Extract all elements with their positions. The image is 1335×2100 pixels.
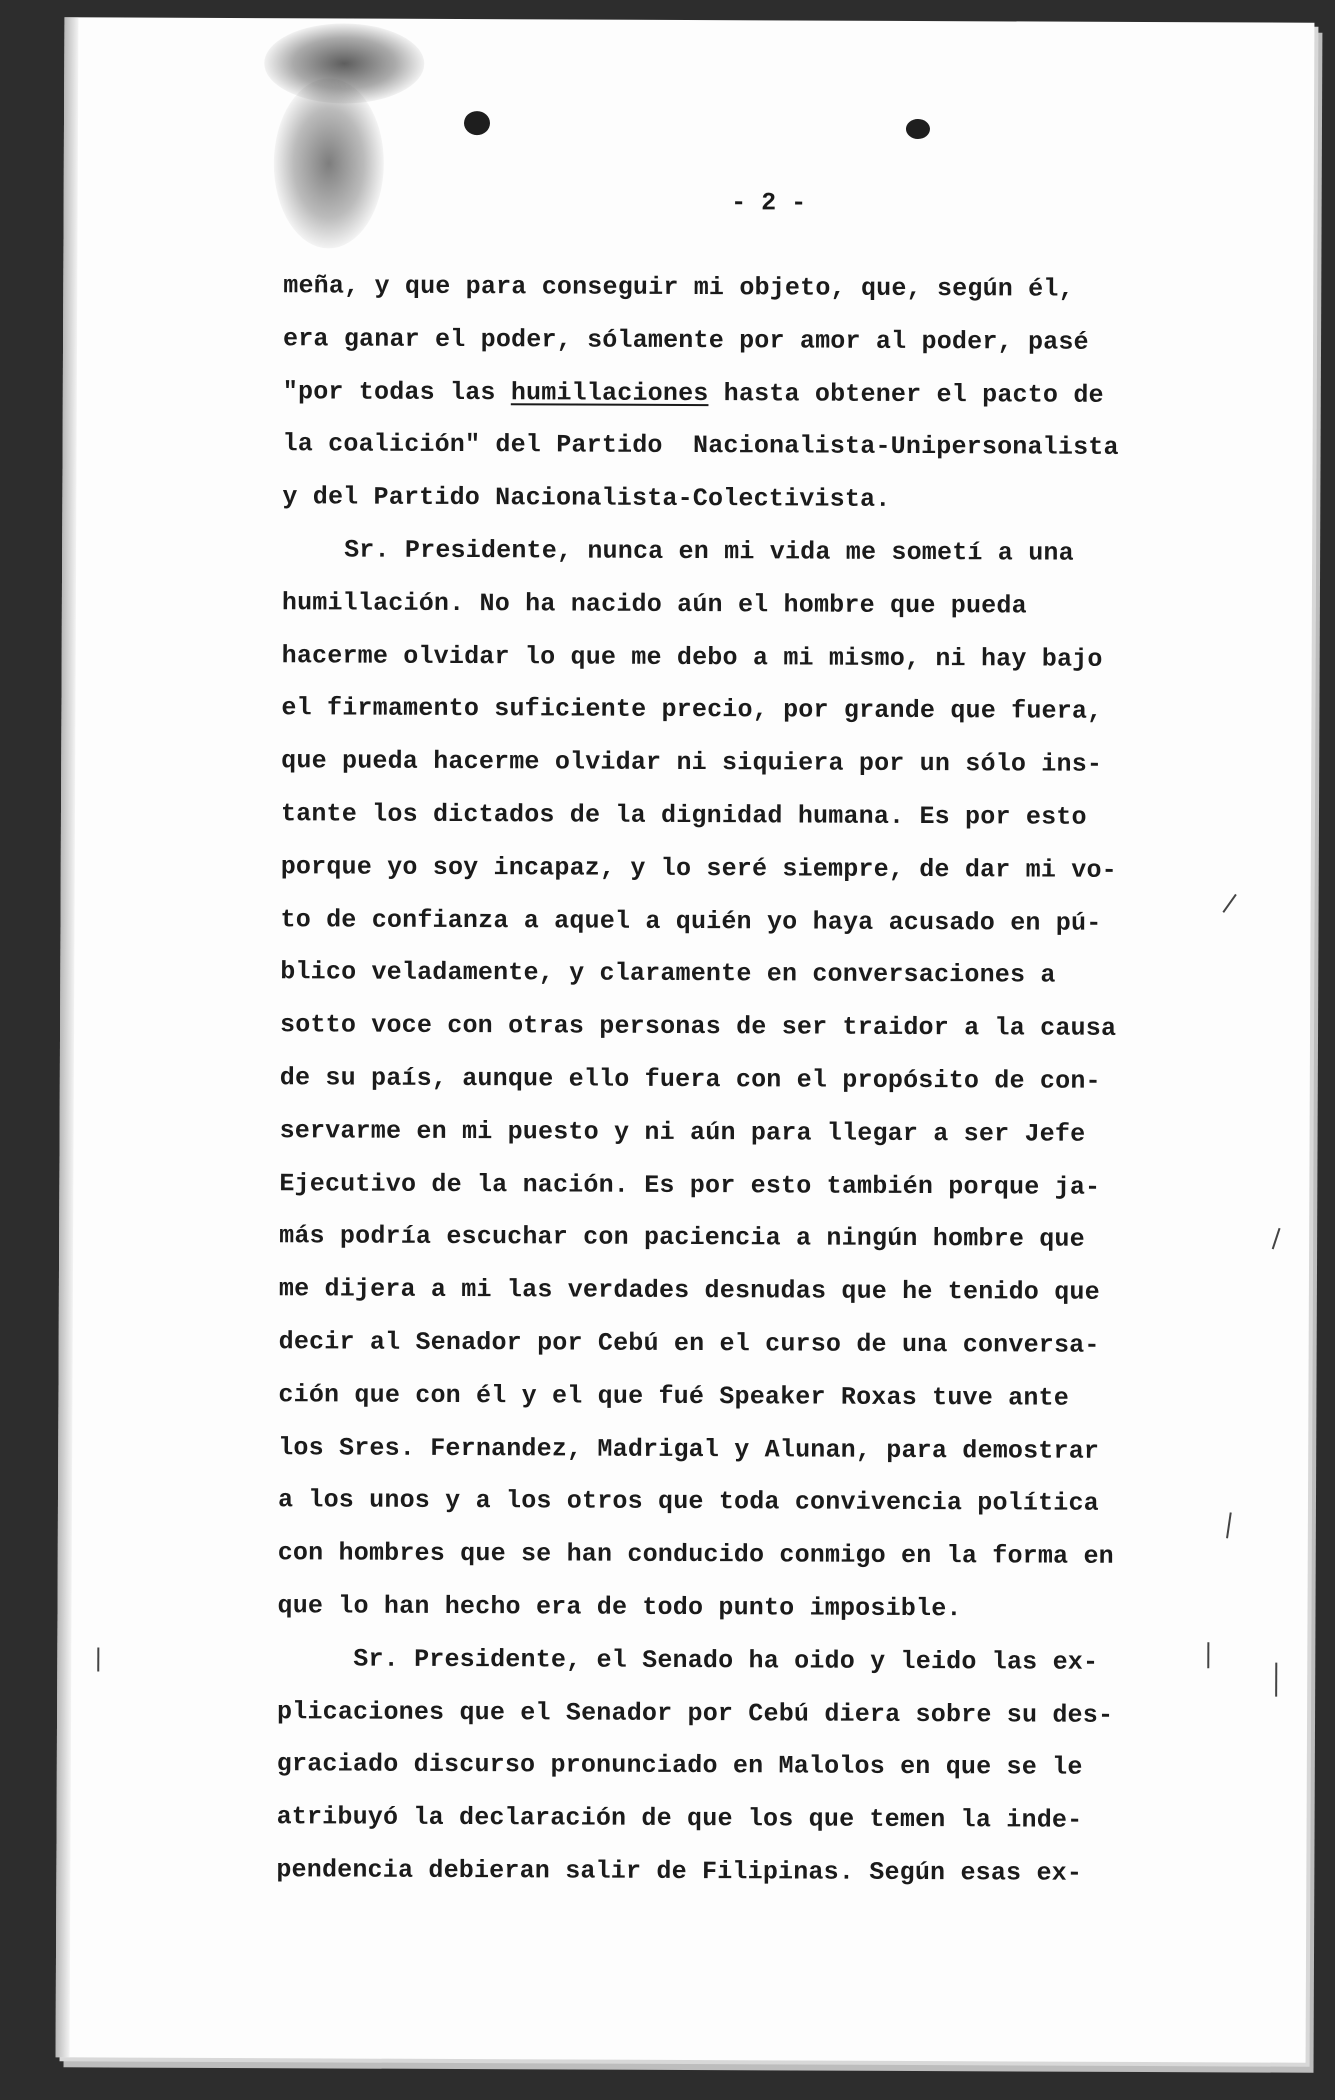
text-line: sotto voce con otras personas de ser traidor a la causa: [279, 1010, 1117, 1044]
text-segment: "por todas las: [282, 376, 511, 407]
text-line: que pueda hacerme olvidar ni siquiera por un sólo ins-: [281, 746, 1103, 779]
scan-mark: [1226, 1512, 1232, 1538]
punch-hole: [906, 119, 930, 139]
text-line: graciado discurso pronunciado en Malolos en que se le: [276, 1749, 1083, 1783]
text-line: hacerme olvidar lo que me debo a mi mismo, ni hay bajo: [281, 640, 1103, 674]
text-line: tante los dictados de la dignidad humana. Es por esto: [280, 799, 1087, 832]
text-line: decir al Senador por Cebú en el curso de una conversa-: [278, 1327, 1100, 1360]
text-line: y del Partido Nacionalista-Colectivista.: [282, 482, 891, 515]
text-line: ción que con él y el que fué Speaker Roxas tuve ante: [278, 1379, 1070, 1413]
text-line: a los unos y a los otros que toda convivencia política: [277, 1485, 1099, 1519]
text-line: la coalición" del Partido Nacionalista-Unipersonalista: [282, 429, 1119, 463]
scan-mark: [1222, 894, 1236, 913]
text-line: atribuyó la declaración de que los que temen la inde-: [276, 1802, 1083, 1835]
body-text: [276, 260, 1163, 1901]
text-line: con hombres que se han conducido conmigo en la forma en: [277, 1538, 1114, 1572]
scan-mark: [1272, 1228, 1281, 1250]
text-line: el firmamento suficiente precio, por grande que fuera,: [281, 693, 1103, 727]
text-line: Ejecutivo de la nación. Es por esto también porque ja-: [279, 1168, 1101, 1202]
scan-mark: [1275, 1663, 1277, 1697]
text-line: plicaciones que el Senador por Cebú diera sobre su des-: [277, 1696, 1114, 1730]
text-line: me dijera a mi las verdades desnudas que he tenido que: [278, 1274, 1100, 1307]
text-line: Sr. Presidente, el Senado ha oido y leido las ex-: [353, 1644, 1099, 1677]
text-line: Sr. Presidente, nunca en mi vida me sometí a una: [344, 535, 1074, 568]
text-line: meña, y que para conseguir mi objeto, que, según él,: [283, 271, 1074, 304]
scan-mark: [1207, 1642, 1209, 1668]
text-line: blico veladamente, y claramente en conversaciones a: [280, 957, 1056, 990]
text-segment: hasta obtener el pacto de: [708, 378, 1104, 410]
document-page: [56, 17, 1315, 2062]
text-line: de su país, aunque ello fuera con el propósito de con-: [279, 1063, 1101, 1096]
page-number: - 2 -: [731, 188, 807, 218]
text-line: to de confianza a aquel a quién yo haya acusado en pú-: [280, 904, 1102, 938]
text-line: más podría escuchar con paciencia a ningún hombre que: [279, 1221, 1085, 1255]
text-line: pendencia debieran salir de Filipinas. Según esas ex-: [276, 1855, 1083, 1888]
text-line: servarme en mi puesto y ni aún para llegar a ser Jefe: [279, 1115, 1086, 1149]
text-line: humillación. No ha nacido aún el hombre que pueda: [281, 588, 1027, 621]
underlined-word: humillaciones: [510, 377, 709, 408]
text-line: [283, 366, 1163, 423]
text-line: era ganar el poder, sólamente por amor al poder, pasé: [282, 324, 1089, 357]
ink-stain: [273, 78, 384, 248]
text-line: porque yo soy incapaz, y lo seré siempre, de dar mi vo-: [280, 852, 1117, 885]
text-line: que lo han hecho era de todo punto imposible.: [277, 1591, 962, 1624]
scan-mark: [97, 1647, 99, 1671]
punch-hole: [464, 111, 490, 135]
text-line: los Sres. Fernandez, Madrigal y Alunan, para demostrar: [278, 1432, 1100, 1466]
